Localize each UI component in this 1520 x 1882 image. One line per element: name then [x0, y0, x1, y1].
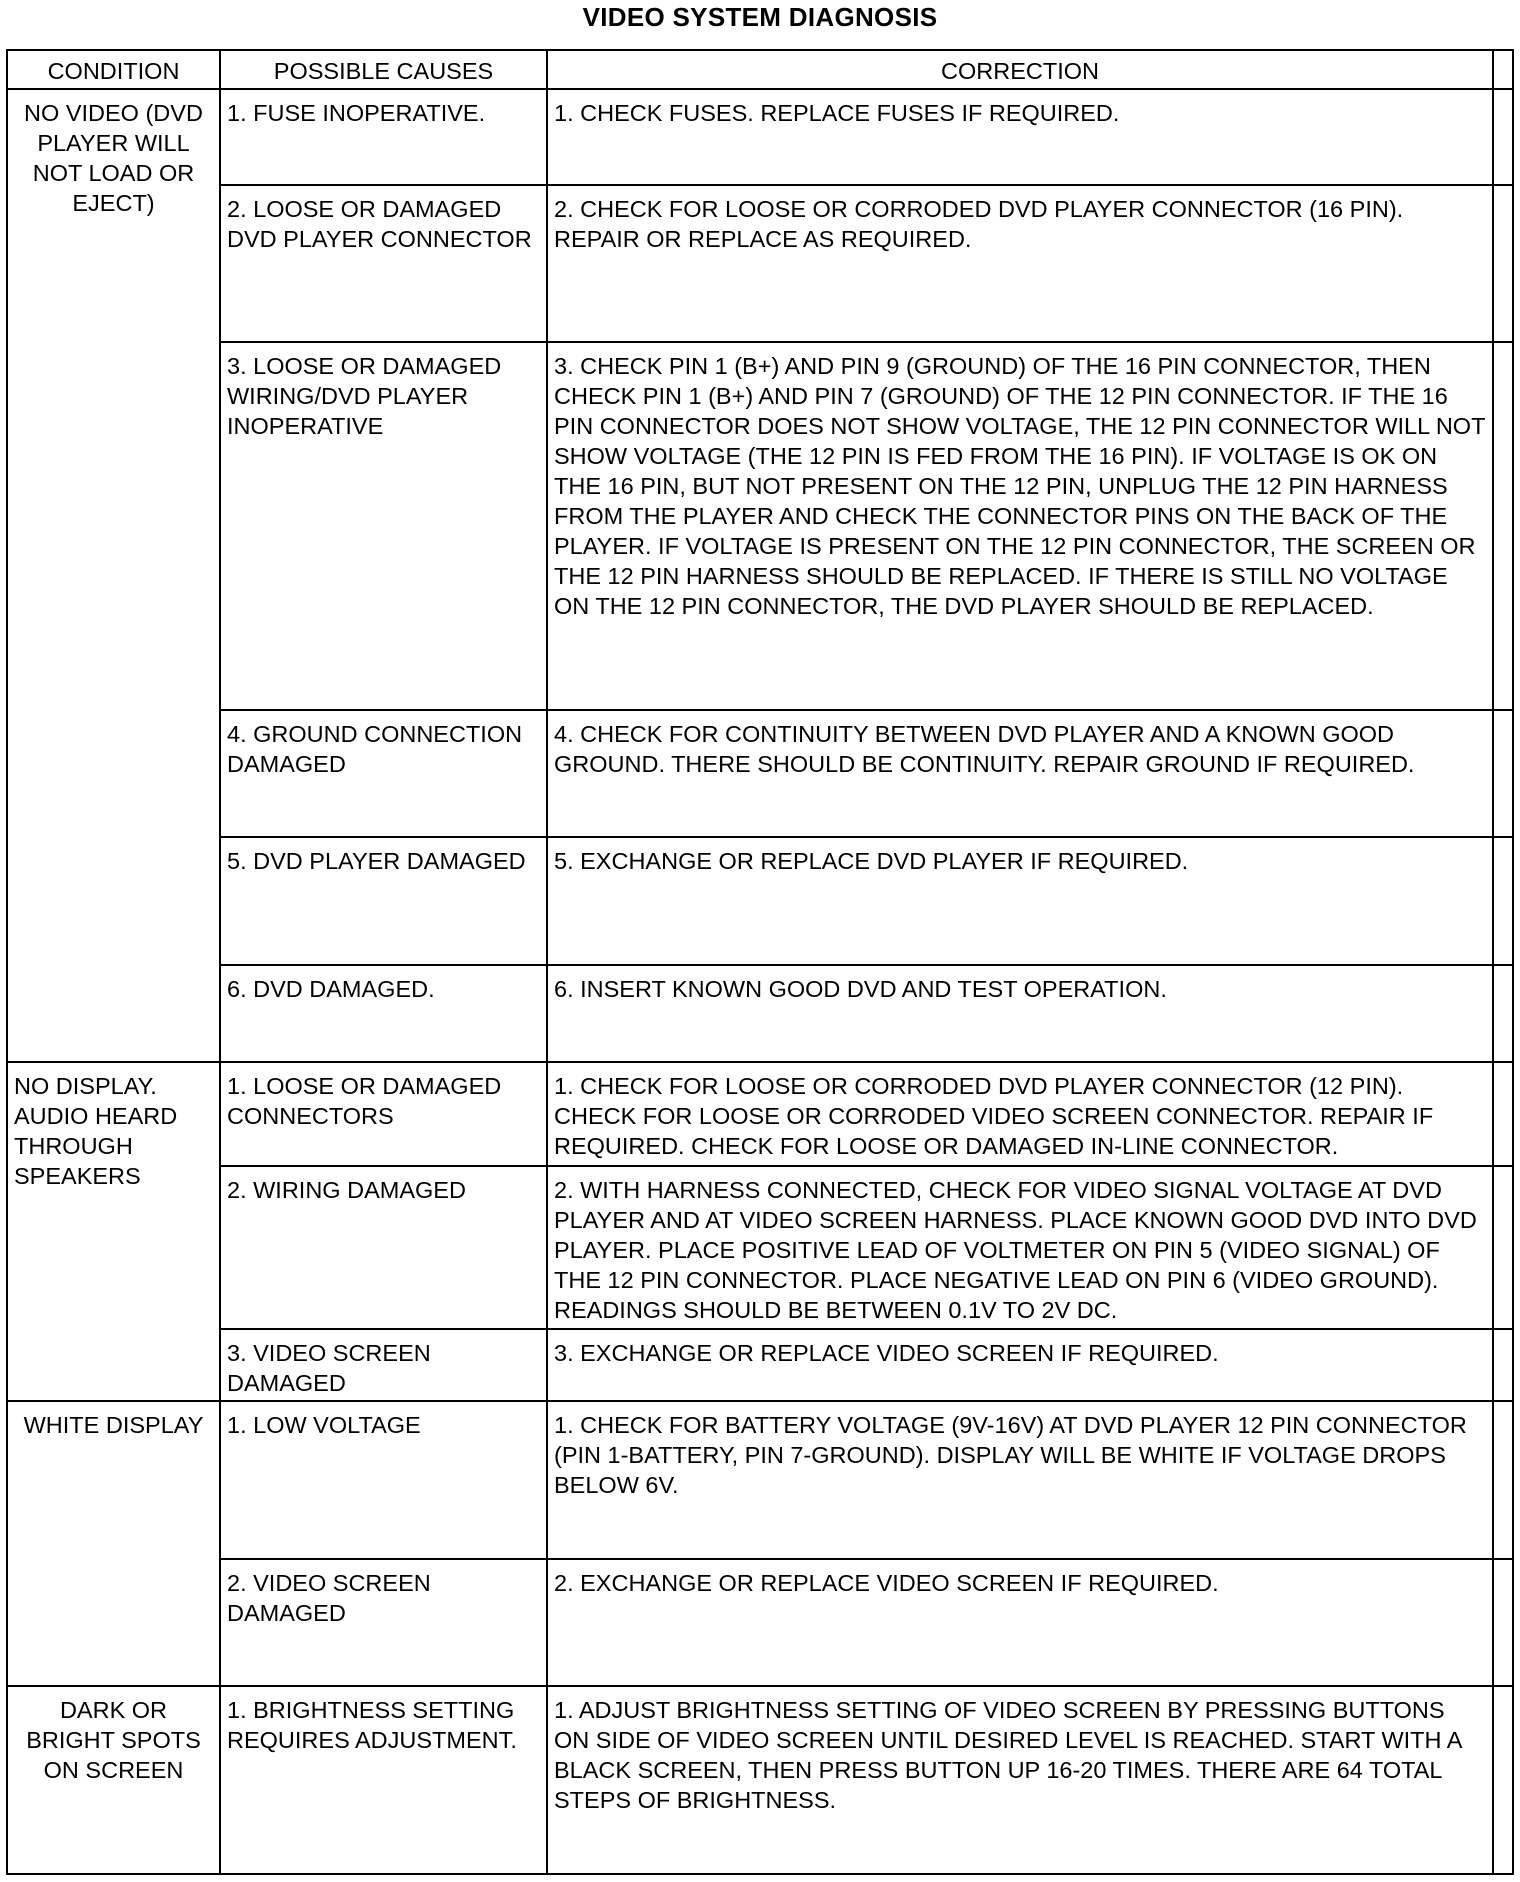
page-title: VIDEO SYSTEM DIAGNOSIS: [582, 2, 938, 32]
diagnosis-table: [6, 49, 1514, 1875]
correction-cell: 3. EXCHANGE OR REPLACE VIDEO SCREEN IF REQUIRED.: [547, 1329, 1493, 1401]
correction-cell: 4. CHECK FOR CONTINUITY BETWEEN DVD PLAYER AND A KNOWN GOOD GROUND. THERE SHOULD BE CONTINUITY. REPAIR GROUND IF REQUIRED.: [547, 710, 1493, 837]
spacer-cell: [1493, 1401, 1513, 1559]
spacer-cell: [1493, 1062, 1513, 1166]
cause-cell: 6. DVD DAMAGED.: [220, 965, 547, 1062]
header-row: [7, 50, 1513, 89]
cause-cell: 2. LOOSE OR DAMAGED DVD PLAYER CONNECTOR: [220, 185, 547, 342]
table-row: [7, 1062, 1513, 1166]
condition-cell: NO DISPLAY. AUDIO HEARD THROUGH SPEAKERS: [7, 1062, 220, 1401]
table-row: [7, 89, 1513, 185]
correction-cell: 6. INSERT KNOWN GOOD DVD AND TEST OPERATION.: [547, 965, 1493, 1062]
correction-cell: 2. EXCHANGE OR REPLACE VIDEO SCREEN IF REQUIRED.: [547, 1559, 1493, 1686]
spacer-cell: [1493, 1329, 1513, 1401]
header-correction: CORRECTION: [547, 50, 1493, 89]
correction-cell: 2. CHECK FOR LOOSE OR CORRODED DVD PLAYER CONNECTOR (16 PIN). REPAIR OR REPLACE AS REQUIRED.: [547, 185, 1493, 342]
header-condition: CONDITION: [7, 50, 220, 89]
spacer-cell: [1493, 1559, 1513, 1686]
table-row: [7, 1166, 1513, 1329]
spacer-cell: [1493, 1686, 1513, 1874]
spacer-cell: [1493, 965, 1513, 1062]
correction-cell: 3. CHECK PIN 1 (B+) AND PIN 9 (GROUND) OF THE 16 PIN CONNECTOR, THEN CHECK PIN 1 (B+) AND PIN 7 (GROUND) OF THE 12 PIN CONNECTOR. IF THE 16 PIN CONNECTOR DOES NOT SHOW VOLTAGE, THE 12 PIN CONNECTOR WILL NOT SHOW VOLTAGE (THE 12 PIN IS FED FROM THE 16 PIN). IF VOLTAGE IS OK ON THE 16 PIN, BUT NOT PRESENT ON THE 12 PIN, UNPLUG THE 12 PIN HARNESS FROM THE PLAYER AND CHECK THE CONNECTOR PINS ON THE BACK OF THE PLAYER. IF VOLTAGE IS PRESENT ON THE 12 PIN CONNECTOR, THE SCREEN OR THE 12 PIN HARNESS SHOULD BE REPLACED. IF THERE IS STILL NO VOLTAGE ON THE 12 PIN CONNECTOR, THE DVD PLAYER SHOULD BE REPLACED.: [547, 342, 1493, 710]
cause-cell: 3. VIDEO SCREEN DAMAGED: [220, 1329, 547, 1401]
cause-cell: 5. DVD PLAYER DAMAGED: [220, 837, 547, 965]
spacer-cell: [1493, 342, 1513, 710]
spacer-cell: [1493, 185, 1513, 342]
correction-cell: 5. EXCHANGE OR REPLACE DVD PLAYER IF REQUIRED.: [547, 837, 1493, 965]
condition-cell: DARK OR BRIGHT SPOTS ON SCREEN: [7, 1686, 220, 1874]
correction-cell: 1. ADJUST BRIGHTNESS SETTING OF VIDEO SCREEN BY PRESSING BUTTONS ON SIDE OF VIDEO SCREEN UNTIL DESIRED LEVEL IS REACHED. START WITH A BLACK SCREEN, THEN PRESS BUTTON UP 16-20 TIMES. THERE ARE 64 TOTAL STEPS OF BRIGHTNESS.: [547, 1686, 1493, 1874]
cause-cell: 1. LOOSE OR DAMAGED CONNECTORS: [220, 1062, 547, 1166]
cause-cell: 4. GROUND CONNECTION DAMAGED: [220, 710, 547, 837]
cause-cell: 1. FUSE INOPERATIVE.: [220, 89, 547, 185]
cause-cell: 3. LOOSE OR DAMAGED WIRING/DVD PLAYER INOPERATIVE: [220, 342, 547, 710]
spacer-cell: [1493, 710, 1513, 837]
spacer-cell: [1493, 89, 1513, 185]
cause-cell: 1. BRIGHTNESS SETTING REQUIRES ADJUSTMENT.: [220, 1686, 547, 1874]
table-row: [7, 965, 1513, 1062]
table-row: [7, 710, 1513, 837]
table-row: [7, 1401, 1513, 1559]
header-possible-causes: POSSIBLE CAUSES: [220, 50, 547, 89]
cause-cell: 2. VIDEO SCREEN DAMAGED: [220, 1559, 547, 1686]
correction-cell: 1. CHECK FOR BATTERY VOLTAGE (9V-16V) AT DVD PLAYER 12 PIN CONNECTOR (PIN 1-BATTERY, PIN 7-GROUND). DISPLAY WILL BE WHITE IF VOLTAGE DROPS BELOW 6V.: [547, 1401, 1493, 1559]
table-row: [7, 342, 1513, 710]
cause-cell: 1. LOW VOLTAGE: [220, 1401, 547, 1559]
correction-cell: 1. CHECK FOR LOOSE OR CORRODED DVD PLAYER CONNECTOR (12 PIN). CHECK FOR LOOSE OR CORRODED VIDEO SCREEN CONNECTOR. REPAIR IF REQUIRED. CHECK FOR LOOSE OR DAMAGED IN-LINE CONNECTOR.: [547, 1062, 1493, 1166]
cause-cell: 2. WIRING DAMAGED: [220, 1166, 547, 1329]
spacer-cell: [1493, 837, 1513, 965]
table-row: [7, 1686, 1513, 1874]
condition-cell: WHITE DISPLAY: [7, 1401, 220, 1686]
header-spacer: [1493, 50, 1513, 89]
correction-cell: 1. CHECK FUSES. REPLACE FUSES IF REQUIRED.: [547, 89, 1493, 185]
correction-cell: 2. WITH HARNESS CONNECTED, CHECK FOR VIDEO SIGNAL VOLTAGE AT DVD PLAYER AND AT VIDEO SCREEN HARNESS. PLACE KNOWN GOOD DVD INTO DVD PLAYER. PLACE POSITIVE LEAD OF VOLTMETER ON PIN 5 (VIDEO SIGNAL) OF THE 12 PIN CONNECTOR. PLACE NEGATIVE LEAD ON PIN 6 (VIDEO GROUND). READINGS SHOULD BE BETWEEN 0.1V TO 2V DC.: [547, 1166, 1493, 1329]
table-row: [7, 1559, 1513, 1686]
table-row: [7, 837, 1513, 965]
condition-cell: NO VIDEO (DVD PLAYER WILL NOT LOAD OR EJECT): [7, 89, 220, 1062]
spacer-cell: [1493, 1166, 1513, 1329]
table-row: [7, 185, 1513, 342]
table-row: [7, 1329, 1513, 1401]
